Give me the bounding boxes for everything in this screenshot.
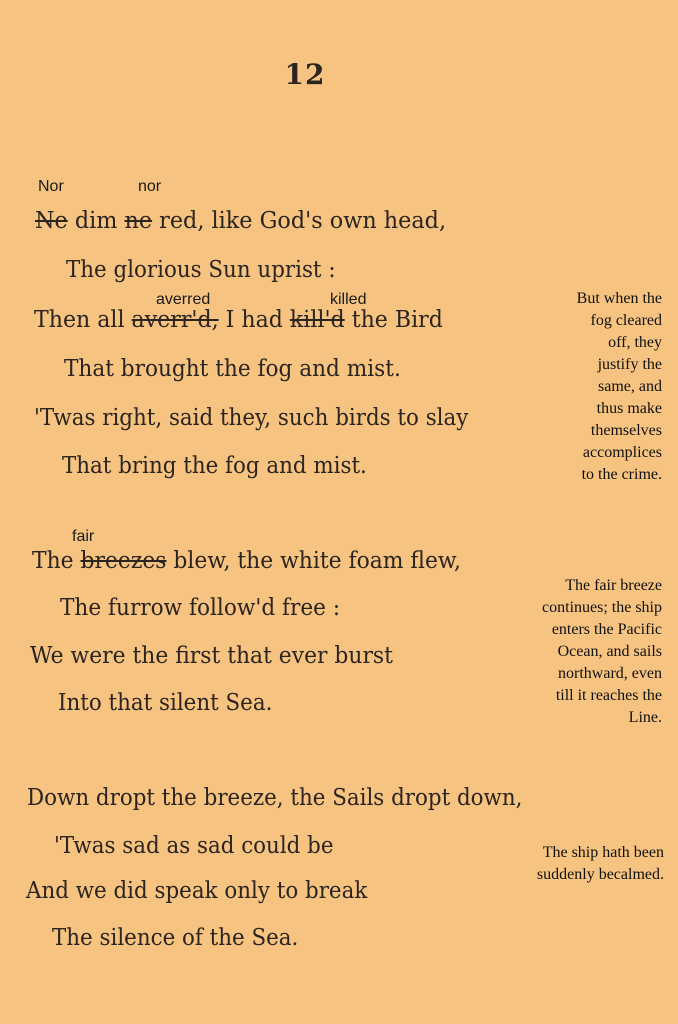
gloss-line: till it reaches the [555,687,662,704]
side-gloss-1 [577,288,662,486]
stanza2-line1 [32,550,461,573]
gloss-line: off, they [608,334,662,351]
stanza1-line2: The glorious Sun uprist : [66,257,336,283]
gloss-line: The ship hath been [542,844,664,861]
stanza3-line2: 'Twas sad as sad could be [54,833,334,859]
page-number: 12 [284,58,326,91]
gloss-line: northward, even [558,665,662,682]
stanza1-line5: 'Twas right, said they, such birds to slay [34,405,469,431]
insertion-killed: killed [330,291,367,308]
line-text: red, like God's own head, [152,208,447,234]
stanza1-line4: That brought the fog and mist. [64,356,401,382]
gloss-line: accomplices [582,444,662,461]
insertion-averred: averred [156,291,211,308]
struck-word: breezes [80,548,167,574]
stanza1-line3 [34,309,443,332]
stanza2-line3: We were the first that ever burst [30,643,393,669]
line-text: dim [67,208,125,234]
insertion-fair: fair [72,528,95,545]
stanza2-line2: The furrow follow'd free : [60,595,341,621]
insertion-nor-lower: nor [138,178,162,195]
struck-word: Ne [35,208,68,234]
gloss-line: to the crime. [581,466,662,483]
gloss-line: Line. [628,709,662,726]
line-text: the Bird [344,307,443,333]
stanza3-line3: And we did speak only to break [26,878,368,904]
gloss-line: same, and [598,378,662,395]
gloss-line: Ocean, and sails [557,643,662,660]
struck-word: kill'd [289,307,345,333]
gloss-line: But when the [576,290,662,307]
stanza3-line1: Down dropt the breeze, the Sails dropt down, [27,785,523,811]
side-gloss-3 [537,842,664,886]
struck-word: ne [124,208,153,234]
side-gloss-2 [542,575,662,729]
gloss-line: suddenly becalmed. [536,866,664,883]
gloss-line: justify the [597,356,662,373]
stanza3-line4: The silence of the Sea. [52,925,299,951]
gloss-line: thus make [596,400,662,417]
stanza1-line6: That bring the fog and mist. [62,453,367,479]
stanza2-line4: Into that silent Sea. [58,690,273,716]
gloss-line: The fair breeze [565,577,662,594]
line-text: blew, the white foam flew, [166,548,461,574]
line-text: Then all [34,307,132,333]
gloss-line: continues; the ship [542,599,662,616]
gloss-line: themselves [590,422,662,439]
gloss-line: fog cleared [590,312,662,329]
gloss-line: enters the Pacific [551,621,662,638]
insertion-nor-upper: Nor [38,178,64,195]
line-text: The [32,548,81,574]
stanza1-line1 [35,210,446,233]
struck-word: averr'd, [131,307,219,333]
line-text: I had [218,307,290,333]
